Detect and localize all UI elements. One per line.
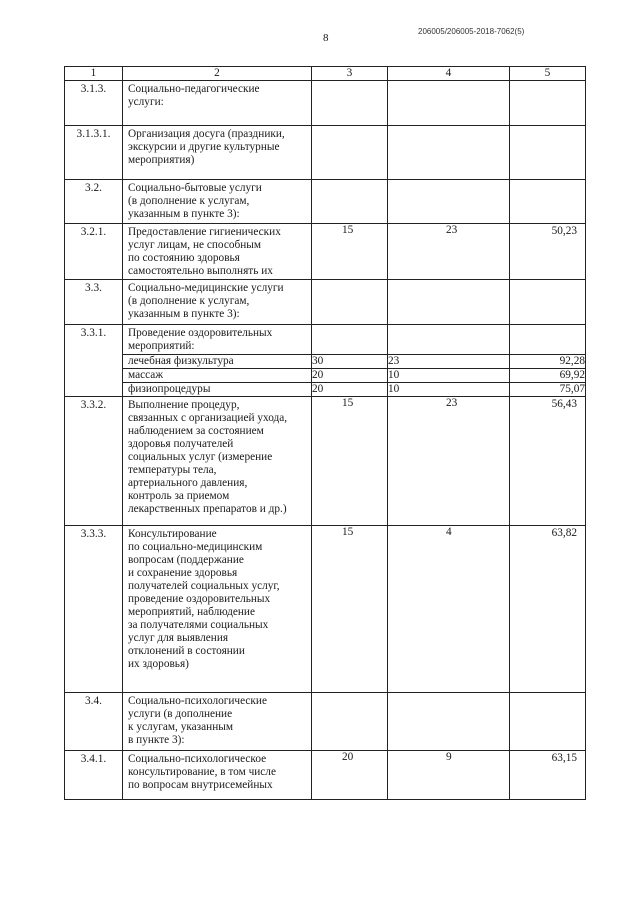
- col-5-value: 75,07: [510, 383, 586, 397]
- description-line: связанных с организацией ухода,: [128, 412, 288, 424]
- description-line: контроль за приемом: [128, 490, 230, 502]
- table-row: [65, 526, 586, 693]
- description-line: Консультирование: [128, 528, 217, 540]
- col-3-value: [312, 180, 388, 224]
- description-line: отклонений в состоянии: [128, 645, 245, 657]
- description-line: Социально-психологические: [128, 695, 267, 707]
- sub-row: [65, 355, 586, 369]
- row-description: [123, 280, 312, 325]
- description-line: и сохранение здоровья: [128, 567, 238, 579]
- col-4-value: [388, 126, 510, 180]
- document-id: 206005/206005-2018-7062(5): [418, 27, 525, 36]
- table-row: [65, 180, 586, 224]
- col-5-value: 50,23: [510, 224, 586, 280]
- description-line: самостоятельно выполнять их: [128, 265, 273, 277]
- description-line: указанным в пункте 3):: [128, 308, 240, 320]
- col-4-value: 4: [388, 526, 510, 693]
- services-table: [64, 66, 586, 800]
- description-line: услуг для выявления: [128, 632, 229, 644]
- description-line: по социально-медицинским: [128, 541, 263, 553]
- sub-row-label: лечебная физкультура: [123, 355, 312, 369]
- sub-row-label: массаж: [123, 369, 312, 383]
- row-number: 3.1.3.: [65, 81, 123, 126]
- col-4-value: 9: [388, 751, 510, 800]
- col-5-value: 92,28: [510, 355, 586, 369]
- sub-row: [65, 369, 586, 383]
- page-number: 8: [323, 32, 329, 44]
- description-line: получателей социальных услуг,: [128, 580, 280, 592]
- row-number: 3.3.2.: [65, 397, 123, 526]
- description-line: социальных услуг (измерение: [128, 451, 273, 463]
- row-description: [123, 224, 312, 280]
- row-number: 3.1.3.1.: [65, 126, 123, 180]
- description-line: мероприятий:: [128, 340, 195, 352]
- col-3-value: 30: [312, 355, 388, 369]
- col-4-value: 23: [388, 397, 510, 526]
- table-row: [65, 224, 586, 280]
- col-3-value: [312, 81, 388, 126]
- table-row: [65, 81, 586, 126]
- header-col-3: 3: [312, 67, 388, 81]
- col-3-value: 20: [312, 751, 388, 800]
- col-4-value: 23: [388, 224, 510, 280]
- col-3-value: [312, 280, 388, 325]
- description-line: услуги (в дополнение: [128, 708, 233, 720]
- description-line: к услугам, указанным: [128, 721, 233, 733]
- col-5-value: [510, 325, 586, 355]
- description-line: Социально-психологическое: [128, 753, 267, 765]
- col-5-value: [510, 126, 586, 180]
- row-description: [123, 126, 312, 180]
- table-row: [65, 397, 586, 526]
- description-line: за получателями социальных: [128, 619, 269, 631]
- col-4-value: 10: [388, 383, 510, 397]
- row-description: [123, 180, 312, 224]
- col-3-value: 20: [312, 383, 388, 397]
- row-description: [123, 526, 312, 693]
- description-line: Проведение оздоровительных: [128, 327, 273, 339]
- description-line: лекарственных препаратов и др.): [128, 503, 287, 515]
- header-col-5: 5: [510, 67, 586, 81]
- description-line: наблюдением за состоянием: [128, 425, 264, 437]
- row-description: [123, 751, 312, 800]
- description-line: Социально-педагогические: [128, 83, 260, 95]
- col-3-value: [312, 126, 388, 180]
- col-4-value: [388, 180, 510, 224]
- row-number: 3.3.1.: [65, 325, 123, 397]
- col-5-value: 56,43: [510, 397, 586, 526]
- description-line: здоровья получателей: [128, 438, 234, 450]
- row-number: 3.4.: [65, 693, 123, 751]
- col-3-value: 15: [312, 526, 388, 693]
- description-line: Социально-бытовые услуги: [128, 182, 262, 194]
- description-line: температуры тела,: [128, 464, 217, 476]
- row-description: [123, 81, 312, 126]
- col-5-value: 63,15: [510, 751, 586, 800]
- row-description: [123, 325, 312, 355]
- row-number: 3.3.3.: [65, 526, 123, 693]
- col-5-value: 69,92: [510, 369, 586, 383]
- description-line: указанным в пункте 3):: [128, 208, 240, 220]
- col-4-value: 23: [388, 355, 510, 369]
- table-row: [65, 751, 586, 800]
- description-line: по вопросам внутрисемейных: [128, 779, 273, 791]
- col-4-value: 10: [388, 369, 510, 383]
- description-line: вопросам (поддержание: [128, 554, 244, 566]
- header-col-1: 1: [65, 67, 123, 81]
- col-3-value: [312, 325, 388, 355]
- description-line: (в дополнение к услугам,: [128, 295, 250, 307]
- description-line: Организация досуга (праздники,: [128, 128, 285, 140]
- table-row: [65, 280, 586, 325]
- description-line: мероприятий, наблюдение: [128, 606, 255, 618]
- description-line: в пункте 3):: [128, 734, 185, 746]
- table-row: [65, 126, 586, 180]
- sub-row: [65, 383, 586, 397]
- col-5-value: [510, 280, 586, 325]
- row-description: [123, 693, 312, 751]
- row-description: [123, 397, 312, 526]
- services-table-body: [65, 67, 586, 800]
- col-4-value: [388, 280, 510, 325]
- row-number: 3.2.1.: [65, 224, 123, 280]
- row-number: 3.4.1.: [65, 751, 123, 800]
- description-line: артериального давления,: [128, 477, 248, 489]
- table-row: [65, 325, 586, 355]
- col-3-value: 20: [312, 369, 388, 383]
- description-line: услуги:: [128, 96, 164, 108]
- table-row: [65, 693, 586, 751]
- header-col-2: 2: [123, 67, 312, 81]
- col-5-value: [510, 81, 586, 126]
- description-line: услуг лицам, не способным: [128, 239, 262, 251]
- col-4-value: [388, 693, 510, 751]
- col-5-value: [510, 180, 586, 224]
- description-line: проведение оздоровительных: [128, 593, 271, 605]
- description-line: их здоровья): [128, 658, 189, 670]
- sub-row-label: физиопроцедуры: [123, 383, 312, 397]
- col-5-value: [510, 693, 586, 751]
- col-5-value: 63,82: [510, 526, 586, 693]
- description-line: (в дополнение к услугам,: [128, 195, 250, 207]
- col-3-value: [312, 693, 388, 751]
- col-3-value: 15: [312, 397, 388, 526]
- col-4-value: [388, 325, 510, 355]
- description-line: по состоянию здоровья: [128, 252, 240, 264]
- description-line: Предоставление гигиенических: [128, 226, 281, 238]
- description-line: Выполнение процедур,: [128, 399, 240, 411]
- row-number: 3.3.: [65, 280, 123, 325]
- description-line: экскурсии и другие культурные: [128, 141, 280, 153]
- table-header-row: [65, 67, 586, 81]
- header-col-4: 4: [388, 67, 510, 81]
- col-3-value: 15: [312, 224, 388, 280]
- description-line: Социально-медицинские услуги: [128, 282, 284, 294]
- description-line: консультирование, в том числе: [128, 766, 276, 778]
- col-4-value: [388, 81, 510, 126]
- description-line: мероприятия): [128, 154, 195, 166]
- row-number: 3.2.: [65, 180, 123, 224]
